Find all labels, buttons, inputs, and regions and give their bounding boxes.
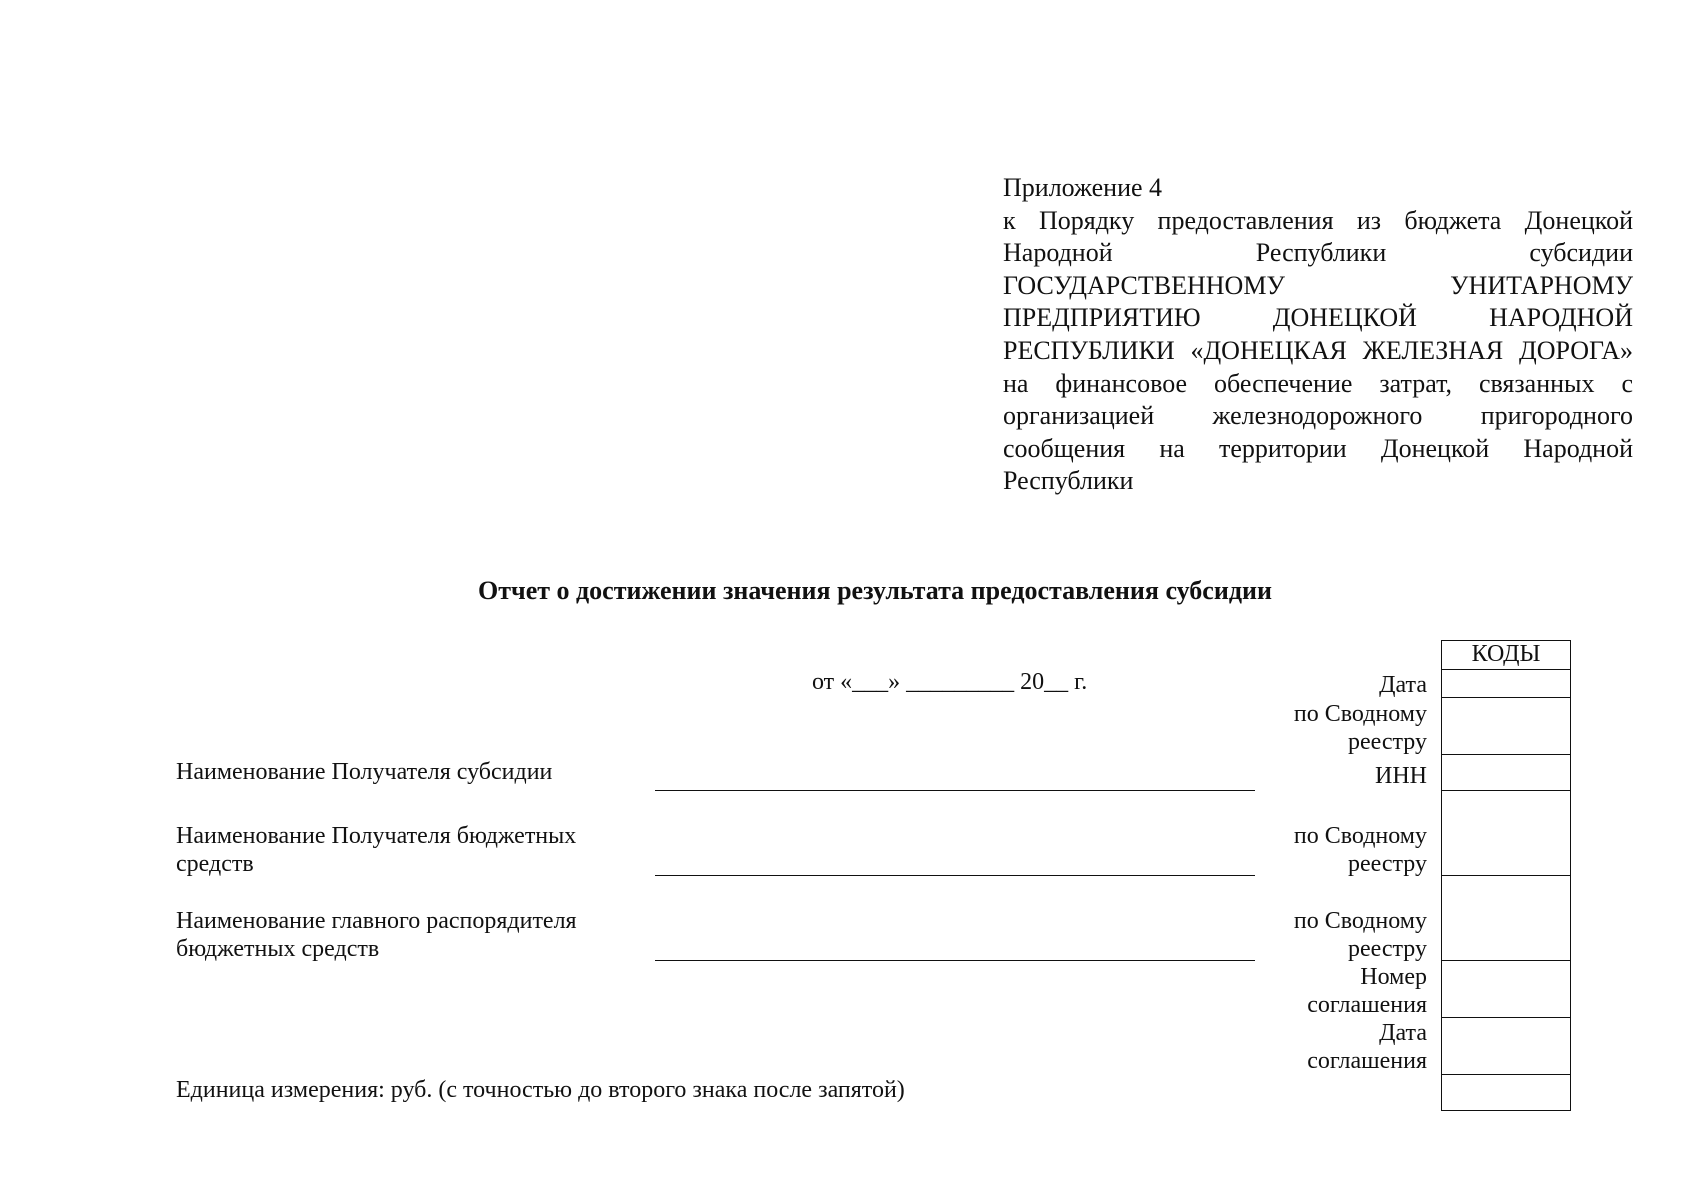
budget-recipient-name-input-line[interactable]	[655, 875, 1255, 876]
codes-label-registry-3-line1: по Сводному	[1293, 908, 1427, 934]
report-date-line: от «___» _________ 20__ г.	[812, 669, 1088, 695]
codes-label-registry-2-line2: реестру	[1347, 851, 1427, 877]
codes-label-registry-1-line1: по Сводному	[1293, 701, 1427, 727]
codes-label-inn: ИНН	[1375, 763, 1427, 789]
chief-manager-name-label-line2: бюджетных средств	[176, 936, 380, 962]
codes-table	[1441, 640, 1571, 1111]
codes-label-registry-3-line2: реестру	[1347, 936, 1427, 962]
recipient-name-label: Наименование Получателя субсидии	[176, 759, 553, 785]
codes-cell-agreement-number[interactable]	[1442, 961, 1570, 1018]
codes-cell-unit[interactable]	[1442, 1075, 1570, 1110]
codes-label-agreement-number-line2: соглашения	[1307, 992, 1427, 1018]
codes-cell-agreement-date[interactable]	[1442, 1018, 1570, 1075]
budget-recipient-name-label-line2: средств	[176, 851, 254, 877]
appendix-block	[1003, 172, 1633, 498]
codes-cell-date[interactable]	[1442, 670, 1570, 698]
codes-header: КОДЫ	[1442, 641, 1570, 670]
budget-recipient-name-label-line1: Наименование Получателя бюджетных	[176, 823, 577, 849]
codes-cell-inn[interactable]	[1442, 755, 1570, 791]
codes-label-registry-1-line2: реестру	[1347, 729, 1427, 755]
report-title: Отчет о достижении значения результата предоставления субсидии	[478, 576, 1272, 605]
codes-label-date: Дата	[1379, 672, 1427, 698]
codes-cell-registry-2[interactable]	[1442, 791, 1570, 876]
appendix-title: Приложение 4	[1003, 173, 1163, 202]
codes-label-registry-2-line1: по Сводному	[1293, 823, 1427, 849]
appendix-text: к Порядку предоставления из бюджета Донецкой Народной Республики субсидии ГОСУДАРСТВЕННОМУ УНИТАРНОМУ ПРЕДПРИЯТИЮ ДОНЕЦКОЙ НАРОДНОЙ РЕСПУБЛИКИ «ДОНЕЦКАЯ ЖЕЛЕЗНАЯ ДОРОГА» на финансовое обеспечение затрат, связанных с организацией железнодорожного пригородного сообщения на территории Донецкой Народной Республики	[1003, 205, 1633, 496]
codes-cell-registry-3[interactable]	[1442, 876, 1570, 961]
chief-manager-name-input-line[interactable]	[655, 960, 1255, 961]
codes-label-agreement-date-line2: соглашения	[1307, 1048, 1427, 1074]
chief-manager-name-label-line1: Наименование главного распорядителя	[176, 908, 577, 934]
recipient-name-input-line[interactable]	[655, 790, 1255, 791]
codes-label-agreement-date-line1: Дата	[1379, 1020, 1427, 1046]
codes-label-agreement-number-line1: Номер	[1360, 964, 1427, 990]
codes-cell-registry-1[interactable]	[1442, 698, 1570, 755]
unit-of-measure: Единица измерения: руб. (с точностью до второго знака после запятой)	[176, 1077, 905, 1103]
